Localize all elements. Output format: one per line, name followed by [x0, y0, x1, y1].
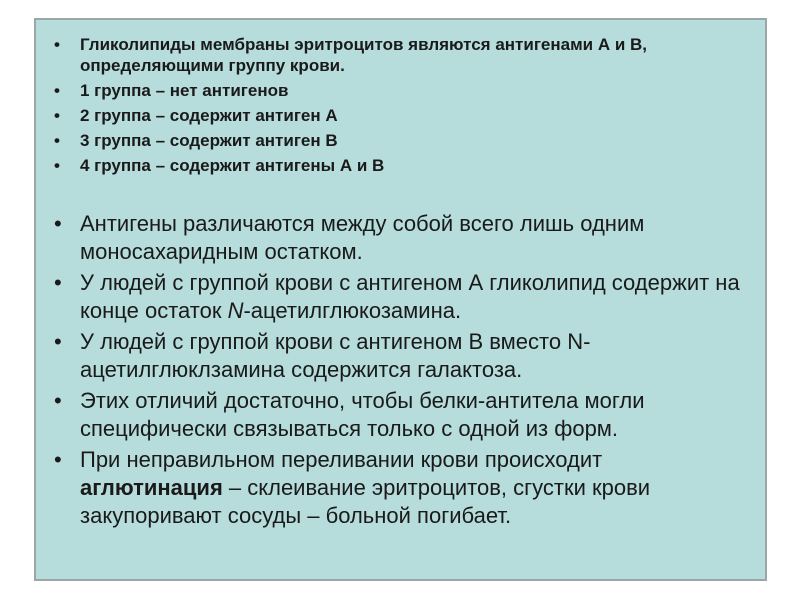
list-item-text: 4 группа – содержит антигены А и В [80, 156, 385, 175]
list-item-text: 2 группа – содержит антиген А [80, 106, 338, 125]
bullet-icon: • [54, 211, 62, 236]
text-segment: При неправильном переливании крови происходит [80, 447, 603, 472]
bullet-icon: • [54, 106, 60, 125]
blood-group-summary-list [50, 34, 750, 180]
text-segment: -ацетилглюкозамина. [243, 298, 462, 323]
list-item [50, 446, 750, 530]
list-item [50, 387, 750, 443]
bullet-icon: • [54, 388, 62, 413]
list-item [50, 130, 750, 151]
slide-content-box [34, 18, 767, 581]
list-item [50, 155, 750, 176]
bullet-icon: • [54, 270, 62, 295]
italic-text-segment: N [227, 298, 244, 323]
list-item [50, 269, 750, 325]
bullet-icon: • [54, 35, 60, 54]
list-item-text: Этих отличий достаточно, чтобы белки-антитела могли специфически связываться только с одной из форм. [80, 388, 645, 441]
list-item-text: 3 группа – содержит антиген В [80, 131, 338, 150]
bullet-icon: • [54, 131, 60, 150]
list-item [50, 80, 750, 101]
list-item-text: У людей с группой крови с антигеном В вместо N-ацетилглюклзамина содержится галактоза. [80, 329, 591, 382]
list-item [50, 34, 750, 76]
list-item [50, 105, 750, 126]
list-item-text: Антигены различаются между собой всего лишь одним моносахаридным остатком. [80, 211, 645, 264]
list-item [50, 328, 750, 384]
text-segment: – склеивание эритроцитов, сгустки крови закупоривают сосуды – больной погибает. [80, 475, 651, 528]
bullet-icon: • [54, 81, 60, 100]
list-item-text: 1 группа – нет антигенов [80, 81, 289, 100]
text-segment: У людей с группой крови с антигеном А гликолипид содержит на конце остаток [80, 270, 740, 323]
bullet-icon: • [54, 447, 62, 472]
list-item-text [80, 270, 740, 323]
list-item-text: Гликолипиды мембраны эритроцитов являются антигенами А и В, определяющими группу крови. [80, 35, 648, 75]
list-item [50, 210, 750, 266]
bullet-icon: • [54, 329, 62, 354]
bold-text-segment: аглютинация [80, 475, 223, 500]
antigen-details-list [50, 210, 750, 533]
list-item-text [80, 447, 650, 528]
bullet-icon: • [54, 156, 60, 175]
